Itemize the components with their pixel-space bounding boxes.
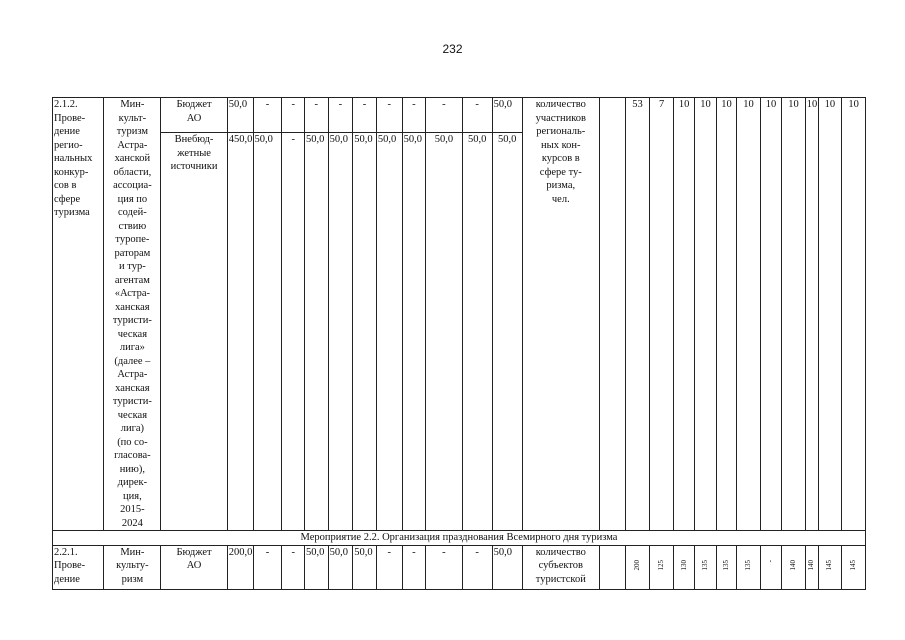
target-cell: [625, 545, 650, 589]
fin-cell: -: [376, 98, 402, 133]
target-cell: 10: [842, 98, 866, 531]
program-table: [52, 97, 866, 590]
indicator-cell: [522, 98, 599, 531]
fin-cell: 50,0: [328, 545, 353, 589]
fin-cell: 50,0: [328, 133, 353, 531]
text-line: Прове-: [54, 560, 86, 571]
text-line: Бюджет: [176, 99, 212, 110]
text-line: 2.2.1.: [54, 546, 78, 558]
text-line: ция по: [117, 193, 148, 205]
text-line: ханской: [114, 153, 151, 164]
fin-cell: 50,0: [253, 133, 282, 531]
source-budget-cell: [161, 545, 227, 589]
fin-cell: 50,0: [426, 133, 462, 531]
meropriyatie-heading: Мероприятие 2.2. Организация празднования Всемирного дня туризма: [53, 531, 866, 546]
target-cell: 10: [760, 98, 781, 531]
fin-cell: -: [376, 545, 402, 589]
text-line: (далее –: [114, 355, 151, 367]
text-line: сфере: [54, 193, 81, 205]
text-line: Бюджет: [176, 546, 212, 558]
executor-cell: [104, 98, 161, 531]
fin-cell: 50,0: [353, 545, 377, 589]
fin-cell: 50,0: [402, 133, 426, 531]
text-line: ция,: [123, 490, 142, 502]
text-line: нальных: [54, 153, 93, 164]
executor-text: [105, 546, 159, 587]
item-number-cell: [53, 545, 104, 589]
text-line: культ-: [118, 112, 147, 124]
fin-cell: -: [402, 98, 426, 133]
source-extrabudget-cell: [161, 133, 227, 531]
text-line: конкур-: [54, 166, 89, 178]
text-line: туристской: [535, 573, 586, 585]
text-line: регио-: [54, 139, 83, 151]
fin-cell: -: [253, 545, 282, 589]
text-line: туризма: [54, 207, 90, 218]
target-value: 135: [743, 559, 752, 570]
text-line: туризм: [116, 126, 148, 137]
text-line: источники: [170, 161, 218, 172]
target-cell: [782, 545, 806, 589]
text-line: ханская: [115, 382, 150, 394]
row-2-1-2-budget: [53, 98, 866, 133]
text-line: нию),: [119, 463, 145, 475]
text-line: АО: [186, 560, 202, 571]
text-line: дение: [54, 126, 80, 137]
target-cell: [599, 98, 625, 531]
item-number-cell: [53, 98, 104, 531]
text-line: области,: [113, 166, 152, 178]
indicator-text: [524, 546, 598, 587]
target-cell: 10: [782, 98, 806, 531]
target-cell: 10: [673, 98, 694, 531]
item-number: 2.1.2.: [54, 99, 78, 110]
text-line: количество: [535, 546, 586, 558]
text-line: (по со-: [117, 436, 148, 448]
target-cell: 10: [818, 98, 842, 531]
fin-cell: -: [353, 98, 377, 133]
text-line: 2024: [121, 517, 143, 529]
text-line: региональ-: [536, 126, 586, 137]
target-cell: 53: [625, 98, 650, 531]
text-line: туристи-: [112, 396, 152, 407]
target-cell: [673, 545, 694, 589]
fin-cell: -: [402, 545, 426, 589]
fin-cell: 50,0: [462, 133, 492, 531]
fin-cell: 50,0: [492, 133, 522, 531]
target-value: 135: [721, 559, 730, 570]
text-line: ческая: [117, 328, 148, 340]
text-line: содей-: [118, 207, 147, 218]
target-cell: [805, 545, 818, 589]
source-extrabudget: [162, 133, 225, 174]
fin-cell: 50,0: [376, 133, 402, 531]
text-line: Прове-: [54, 112, 86, 124]
fin-cell: 50,0: [492, 545, 522, 589]
fin-cell: 50,0: [492, 98, 522, 133]
text-line: субъектов: [538, 560, 584, 571]
text-line: курсов в: [541, 153, 580, 164]
text-line: и тур-: [119, 261, 146, 272]
text-line: участников: [535, 112, 587, 124]
text-line: Внебюд-: [174, 134, 214, 145]
source-budget-cell: [161, 98, 227, 133]
source-budget: [162, 98, 225, 125]
indicator-text: [524, 98, 598, 206]
meropriyatie-row: [53, 531, 866, 546]
fin-cell: 50,0: [353, 133, 377, 531]
fin-cell: 50,0: [227, 98, 253, 133]
fin-cell: -: [328, 98, 353, 133]
row-2-2-1: [53, 545, 866, 589]
executor-text: [105, 98, 159, 530]
text-line: туристи-: [112, 315, 152, 326]
target-value: 135: [701, 559, 710, 570]
page-number: 232: [442, 42, 463, 56]
text-line: 2015-: [120, 504, 145, 515]
text-line: ствию: [118, 220, 147, 232]
text-line: культу-: [116, 560, 149, 571]
target-value: 130: [679, 559, 688, 570]
target-value: 140: [807, 559, 816, 570]
fin-cell: -: [282, 133, 305, 531]
text-line: гласова-: [114, 450, 151, 461]
text-line: ризма,: [546, 180, 576, 191]
text-line: жетные: [177, 147, 211, 159]
fin-cell: -: [282, 545, 305, 589]
text-line: Мин-: [120, 99, 145, 110]
target-cell: 10: [737, 98, 761, 531]
fin-cell: 50,0: [305, 545, 329, 589]
text-line: ных кон-: [541, 139, 581, 151]
fin-cell: 50,0: [305, 133, 329, 531]
item-number: [54, 546, 102, 587]
target-value: -: [766, 559, 775, 562]
text-line: ассоциа-: [113, 180, 152, 191]
indicator-cell: [522, 545, 599, 589]
target-value: 140: [788, 559, 797, 570]
text-line: чел.: [551, 193, 570, 205]
fin-cell: -: [426, 545, 462, 589]
fin-cell: -: [305, 98, 329, 133]
text-line: Астра-: [117, 369, 148, 380]
text-line: лига»: [119, 342, 145, 353]
text-line: ханская: [115, 301, 150, 313]
target-cell: [760, 545, 781, 589]
target-cell: [599, 545, 625, 589]
fin-cell: -: [282, 98, 305, 133]
target-cell: 10: [805, 98, 818, 531]
target-cell: [842, 545, 866, 589]
target-value: 145: [825, 559, 834, 570]
text-line: лига): [120, 423, 145, 434]
text-line: сфере ту-: [539, 166, 582, 178]
target-value: 145: [849, 559, 858, 570]
target-cell: 10: [695, 98, 716, 531]
text-line: туропе-: [115, 234, 150, 245]
target-cell: [716, 545, 736, 589]
executor-cell: [104, 545, 161, 589]
target-cell: [818, 545, 842, 589]
text-line: ческая: [117, 409, 148, 421]
target-cell: 7: [650, 98, 674, 531]
fin-cell: -: [253, 98, 282, 133]
target-value: 200: [632, 559, 641, 570]
target-cell: [737, 545, 761, 589]
text-line: дирек-: [117, 477, 148, 488]
target-value: 125: [657, 559, 666, 570]
fin-cell: -: [462, 98, 492, 133]
fin-cell: -: [462, 545, 492, 589]
text-line: дение: [54, 573, 80, 585]
fin-cell: 200,0: [227, 545, 253, 589]
text-line: Мин-: [120, 546, 145, 558]
text-line: ризм: [121, 573, 144, 585]
text-line: раторам: [114, 247, 151, 259]
text-line: АО: [186, 112, 202, 124]
target-cell: [650, 545, 674, 589]
fin-cell: -: [426, 98, 462, 133]
source-budget: [162, 546, 225, 573]
text-line: количество: [535, 99, 586, 110]
fin-cell: 450,0: [227, 133, 253, 531]
text-line: агентам: [114, 274, 150, 286]
text-line: сов в: [54, 180, 77, 191]
text-line: Астра-: [117, 139, 148, 151]
target-cell: [695, 545, 716, 589]
text-line: «Астра-: [114, 288, 151, 299]
item-name: [54, 112, 102, 220]
target-cell: 10: [716, 98, 736, 531]
